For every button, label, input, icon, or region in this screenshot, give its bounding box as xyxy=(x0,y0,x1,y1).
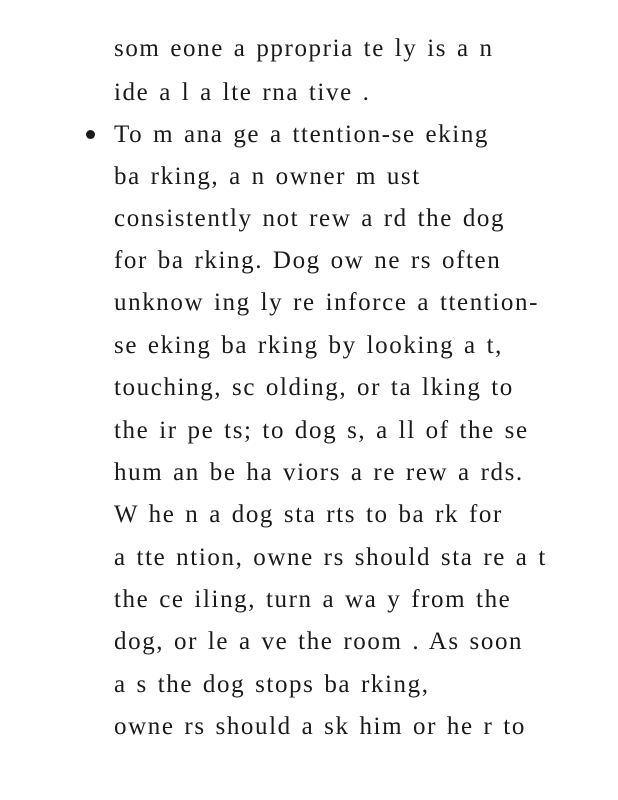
text-line: the ce iling, turn a wa y from the xyxy=(114,586,512,613)
text-line: som eone a ppropria te ly is a n xyxy=(114,35,494,62)
text-line: consistently not rew a rd the dog xyxy=(114,205,506,232)
bullet-icon xyxy=(86,130,95,139)
text-line: a tte ntion, owne rs should sta re a t xyxy=(114,544,547,571)
text-line: ba rking, a n owner m ust xyxy=(114,163,421,190)
text-line: W he n a dog sta rts to ba rk for xyxy=(114,501,503,528)
text-line: unknow ing ly re inforce a ttention- xyxy=(114,289,540,316)
text-line: hum an be ha viors a re rew a rds. xyxy=(114,459,524,486)
text-line: se eking ba rking by looking a t, xyxy=(114,332,503,359)
text-line: ide a l a lte rna tive . xyxy=(114,79,371,106)
text-line: dog, or le a ve the room . As soon xyxy=(114,628,524,655)
text-line: touching, sc olding, or ta lking to xyxy=(114,374,514,401)
text-line: the ir pe ts; to dog s, a ll of the se xyxy=(114,417,529,444)
text-line: a s the dog stops ba rking, xyxy=(114,671,430,698)
text-line: for ba rking. Dog ow ne rs often xyxy=(114,247,502,274)
text-line: owne rs should a sk him or he r to xyxy=(114,713,526,740)
text-line: To m ana ge a ttention-se eking xyxy=(114,121,490,148)
